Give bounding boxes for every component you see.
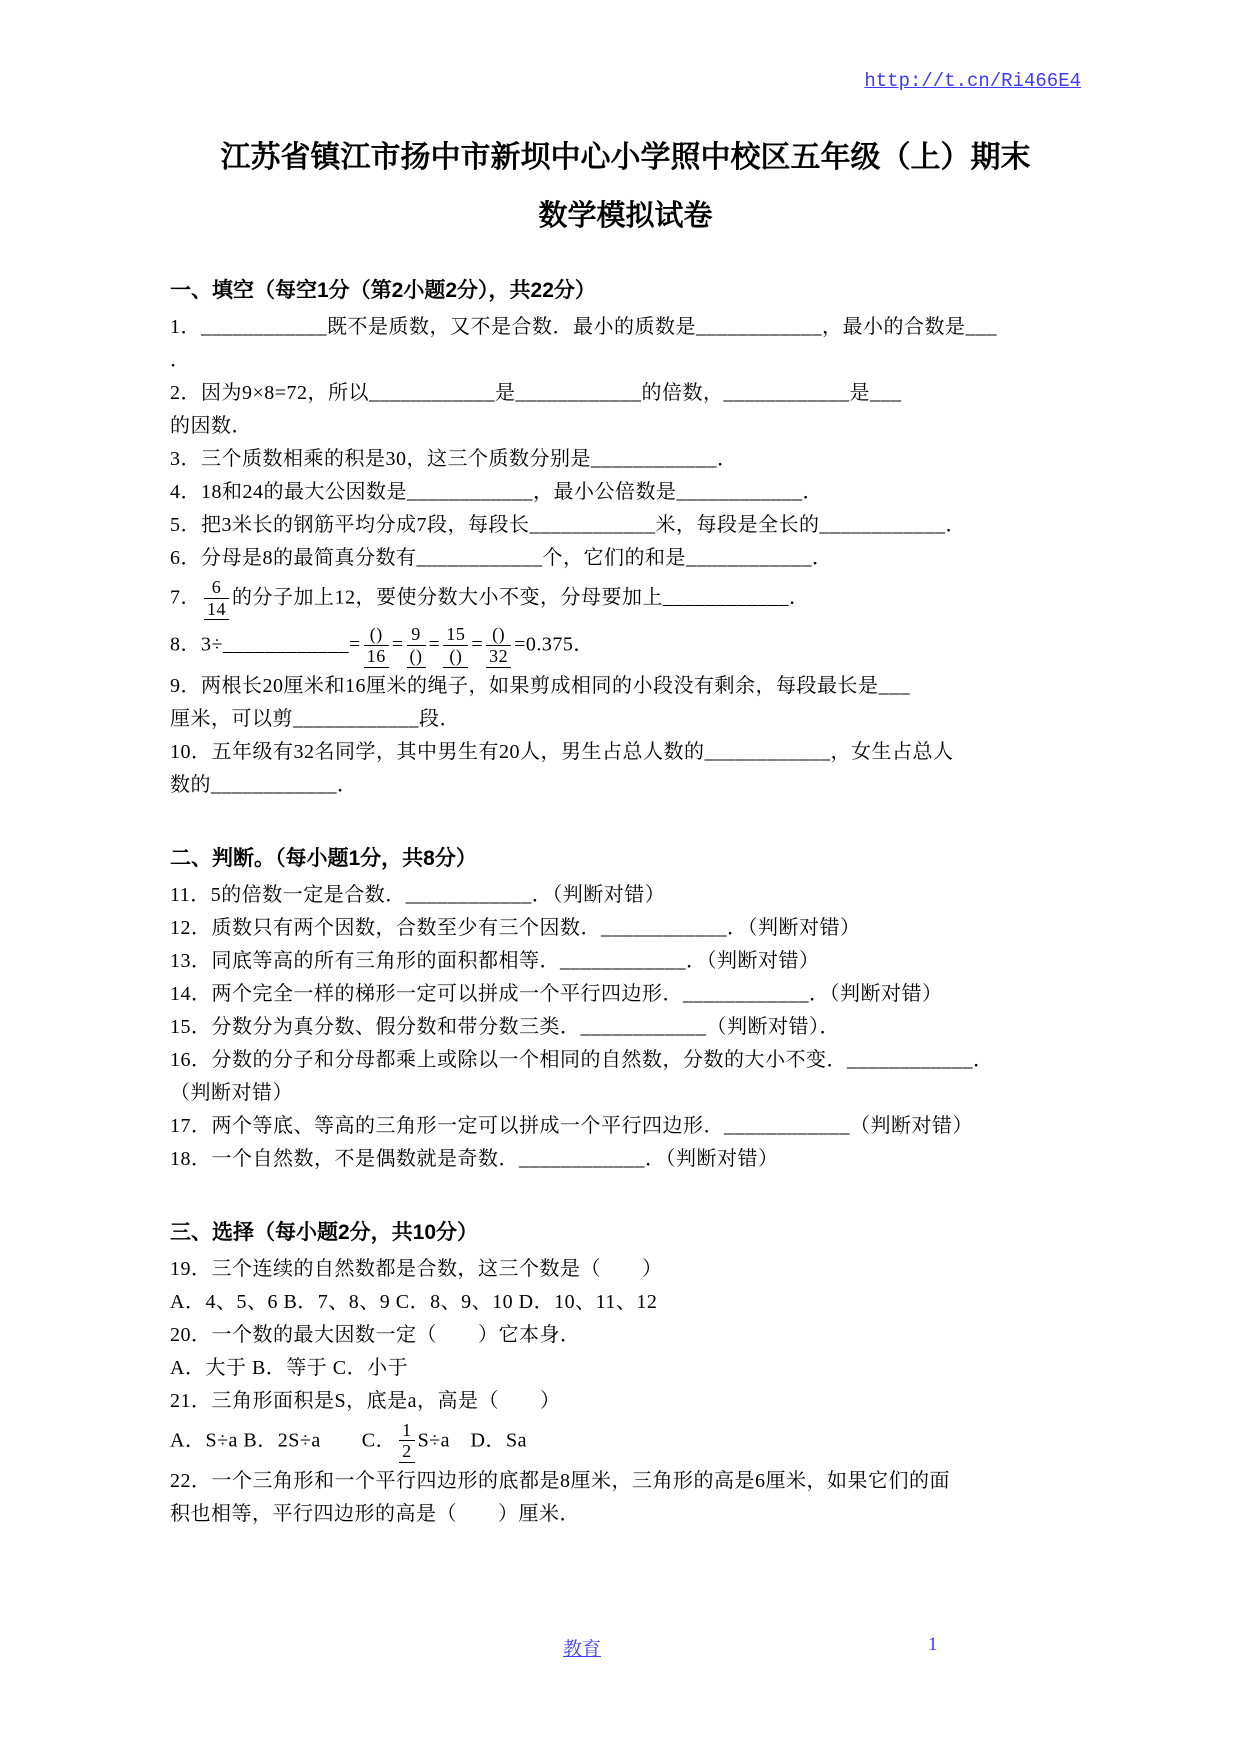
text-segment: 14．两个完全一样的梯形一定可以拼成一个平行四边形．____________．（判断对错） — [170, 982, 943, 1005]
text-segment: S÷a D．Sa — [417, 1429, 527, 1452]
section-heading: 一、填空（每空1分（第2小题2分），共22分） — [170, 279, 596, 302]
question-line — [170, 1110, 1081, 1143]
question-item — [170, 1385, 1081, 1465]
sections-container — [170, 274, 1081, 1531]
question-line — [170, 476, 1081, 509]
text-segment: 13．同底等高的所有三角形的面积都相等．____________．（判断对错） — [170, 949, 820, 972]
page-number: 1 — [928, 1634, 938, 1655]
question-line — [170, 575, 1081, 622]
question-line — [170, 703, 1081, 736]
text-segment: 的分子加上12，要使分数大小不变，分母要加上____________． — [232, 586, 810, 609]
question-line — [170, 1253, 1081, 1286]
question-item — [170, 1465, 1081, 1531]
question-line — [170, 1044, 1081, 1077]
page-title-line2: 数学模拟试卷 — [538, 200, 713, 232]
question-item — [170, 1011, 1081, 1044]
question-line — [170, 622, 1081, 669]
question-item — [170, 1044, 1081, 1110]
text-segment: 11．5的倍数一定是合数．____________．（判断对错） — [170, 883, 666, 906]
question-line — [170, 509, 1081, 542]
question-item — [170, 311, 1081, 377]
section-fill-in-blanks — [170, 274, 1081, 802]
question-item — [170, 377, 1081, 443]
text-segment: 6．分母是8的最简真分数有____________个，它们的和是____________． — [170, 547, 833, 569]
question-item — [170, 443, 1081, 476]
question-item — [170, 1143, 1081, 1176]
fraction: $\frac{1}{2}$ — [399, 1420, 415, 1463]
question-item — [170, 1253, 1081, 1319]
text-segment: 积也相等，平行四边形的高是（ ）厘米． — [170, 1503, 580, 1526]
text-segment: 21．三角形面积是S，底是a，高是（ ） — [170, 1389, 561, 1412]
text-segment: （判断对错） — [170, 1081, 293, 1104]
text-segment: 22．一个三角形和一个平行四边形的底都是8厘米，三角形的高是6厘米，如果它们的面 — [170, 1470, 950, 1493]
text-segment: A．大于 B．等于 C．小于 — [170, 1356, 409, 1379]
text-segment: 19．三个连续的自然数都是合数，这三个数是（ ） — [170, 1257, 663, 1280]
text-segment: 16．分数的分子和分母都乘上或除以一个相同的自然数，分数的大小不变．____________． — [170, 1048, 994, 1071]
text-segment: A．S÷a B．2S÷a C． — [170, 1429, 397, 1452]
question-line — [170, 879, 1081, 912]
question-line — [170, 1385, 1081, 1418]
question-line — [170, 1077, 1081, 1110]
question-line — [170, 1143, 1081, 1176]
question-line — [170, 1352, 1081, 1385]
question-line — [170, 978, 1081, 1011]
fraction: $\frac{()}{16}$ — [364, 624, 389, 667]
question-line — [170, 736, 1081, 769]
question-line — [170, 443, 1081, 476]
text-segment: 3．三个质数相乘的积是30，这三个质数分别是____________． — [170, 448, 738, 470]
question-item — [170, 622, 1081, 669]
question-line — [170, 410, 1081, 443]
question-item — [170, 670, 1081, 736]
text-segment: 18．一个自然数，不是偶数就是奇数．____________．（判断对错） — [170, 1147, 779, 1170]
text-segment: = — [428, 633, 441, 656]
text-segment: 17．两个等底、等高的三角形一定可以拼成一个平行四边形．____________（判断对错） — [170, 1114, 973, 1137]
question-line — [170, 311, 1081, 344]
question-item — [170, 476, 1081, 509]
question-item — [170, 542, 1081, 575]
question-line — [170, 1418, 1081, 1465]
question-item — [170, 945, 1081, 978]
question-item — [170, 575, 1081, 622]
text-segment: = — [391, 633, 404, 656]
text-segment: =0.375． — [514, 633, 594, 656]
text-segment: ． — [170, 349, 191, 371]
text-segment: 15．分数分为真分数、假分数和带分数三类．____________（判断对错）． — [170, 1015, 840, 1038]
page-title-line1: 江苏省镇江市扬中市新坝中心小学照中校区五年级（上）期末 — [220, 141, 1031, 174]
fraction: $\frac{15}{()}$ — [443, 624, 468, 667]
header-url-link[interactable]: http://t.cn/Ri466E4 — [864, 70, 1081, 92]
text-segment: 12．质数只有两个因数，合数至少有三个因数．____________．（判断对错） — [170, 916, 861, 939]
text-segment: 1．____________既不是质数，又不是合数．最小的质数是____________，最小的合数是___ — [170, 316, 997, 338]
section-multiple-choice — [170, 1216, 1081, 1531]
question-line — [170, 945, 1081, 978]
question-line — [170, 1286, 1081, 1319]
question-line — [170, 1319, 1081, 1352]
text-segment: A．4、5、6 B．7、8、9 C．8、9、10 D．10、11、12 — [170, 1290, 658, 1313]
question-line — [170, 344, 1081, 377]
fraction: $\frac{9}{()}$ — [407, 624, 426, 667]
question-line — [170, 1465, 1081, 1498]
question-item — [170, 978, 1081, 1011]
text-segment: 厘米，可以剪____________段． — [170, 707, 460, 730]
question-item — [170, 509, 1081, 542]
footer-edu-link[interactable]: 教育 — [563, 1639, 602, 1660]
question-line — [170, 769, 1081, 802]
text-segment: 7． — [170, 586, 201, 609]
section-heading: 二、判断。（每小题1分，共8分） — [170, 846, 477, 870]
question-item — [170, 736, 1081, 802]
text-segment: 数的____________． — [170, 773, 358, 796]
question-line — [170, 1011, 1081, 1044]
question-line — [170, 542, 1081, 575]
question-line — [170, 377, 1081, 410]
text-segment: 10．五年级有32名同学，其中男生有20人，男生占总人数的____________，女生占总人 — [170, 740, 954, 763]
text-segment: 4．18和24的最大公因数是____________，最小公倍数是____________． — [170, 481, 823, 503]
text-segment: 5．把3米长的钢筋平均分成7段，每段长____________米，每段是全长的____________． — [170, 514, 966, 536]
text-segment: 的因数． — [170, 415, 252, 437]
page-header — [170, 70, 1081, 100]
text-segment: 2．因为9×8=72，所以____________是____________的倍数，____________是___ — [170, 382, 902, 404]
section-heading: 三、选择（每小题2分，共10分） — [170, 1220, 479, 1244]
section-true-false — [170, 842, 1081, 1176]
question-line — [170, 670, 1081, 703]
text-segment: = — [471, 633, 484, 656]
question-line — [170, 1498, 1081, 1531]
fraction: $\frac{6}{14}$ — [204, 577, 229, 620]
fraction: $\frac{()}{32}$ — [486, 624, 511, 667]
text-segment: 9．两根长20厘米和16厘米的绳子，如果剪成相同的小段没有剩余，每段最长是___ — [170, 674, 910, 697]
question-item — [170, 1110, 1081, 1143]
text-segment: 8．3÷____________= — [170, 633, 361, 656]
question-line — [170, 912, 1081, 945]
question-item — [170, 912, 1081, 945]
question-item — [170, 879, 1081, 912]
text-segment: 20．一个数的最大因数一定（ ）它本身． — [170, 1323, 581, 1346]
question-item — [170, 1319, 1081, 1385]
